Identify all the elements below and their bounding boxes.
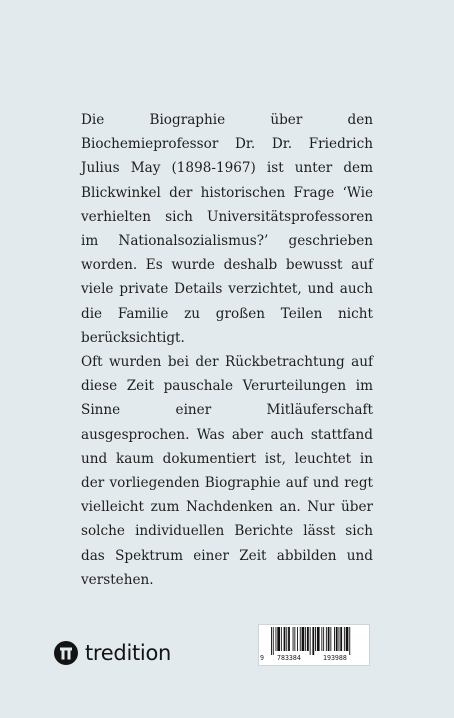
barcode-bar [315,627,316,651]
barcode-bar [346,627,349,651]
barcode-bar [330,627,331,651]
barcode-bar [349,627,350,655]
barcode-bar [321,627,322,651]
barcode-lead-digit: 9 [260,654,264,662]
barcode-bar [336,627,338,651]
barcode-bar [339,627,340,651]
barcode-bar [334,627,335,651]
blurb-text [81,108,373,592]
barcode-bar [294,627,295,651]
barcode-bar [340,627,342,651]
barcode-bar [305,627,306,651]
barcode-bar [344,627,345,651]
barcode-bar [317,627,320,651]
barcode-bar [293,627,294,651]
barcode-bar [284,627,286,651]
barcode-bar [328,627,330,651]
publisher-name: tredition [85,641,172,665]
barcode-bar [302,627,305,651]
barcode-bar [323,627,324,651]
barcode-bar [273,627,274,655]
blurb-paragraph-1: Die Biographie über den Biochemieprofessor Dr. Dr. Friedrich Julius May (1898-1967) ist unter dem Blickwinkel der historischen Frage ‘Wie verhielten sich Universitätsprofessoren im Nationalsozialismus?’ geschrieben worden. Es wurde deshalb bewusst auf viele private Details verzichtet, und auch die Familie zu großen Teilen nicht berücksichtigt. [81,112,373,346]
isbn-barcode [258,624,370,666]
barcode-bar [277,627,280,651]
barcode-bar [326,627,327,651]
barcode-bars [263,627,365,655]
barcode-bar [307,627,309,651]
barcode-bar [281,627,282,651]
barcode-bar [312,627,314,655]
barcode-bar [310,627,311,655]
barcode-bar [288,627,290,651]
tredition-logo-icon [54,641,78,665]
barcode-bar [286,627,287,651]
barcode-group-1: 783384 [277,654,301,662]
barcode-bar [297,627,298,651]
barcode-bar [271,627,272,655]
publisher-logo [54,639,171,667]
barcode-bar [300,627,301,651]
barcode-bar [276,627,277,651]
barcode-group-2: 193988 [323,654,347,662]
blurb-paragraph-2: Oft wurden bei der Rückbetrachtung auf diese Zeit pauschale Verurteilungen im Sinne einer Mitläuferschaft ausgesprochen. Was aber auch stattfand und kaum dokumentiert ist, leuchtet in der vorliegenden Biographie auf und regt vielleicht zum Nachdenken an. Nur über solche individuellen Berichte lässt sich das Spektrum einer Zeit abbilden und verstehen. [81,354,373,588]
